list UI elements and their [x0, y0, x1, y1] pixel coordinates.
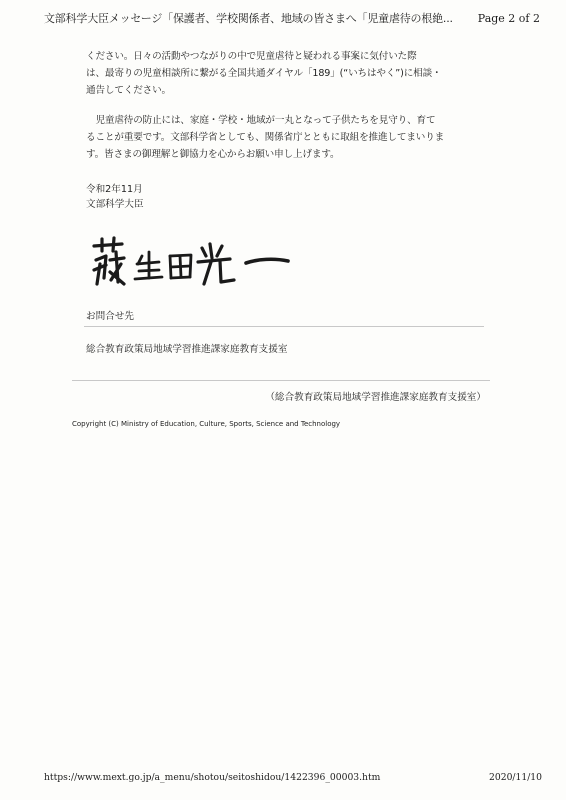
signature-char-1	[94, 238, 124, 284]
message-paragraph-1	[86, 48, 496, 99]
contact-divider	[84, 326, 484, 327]
signature-char-5	[246, 259, 288, 263]
handwritten-signature	[88, 234, 293, 290]
copyright-notice: Copyright (C) Ministry of Education, Culture, Sports, Science and Technology	[72, 420, 341, 428]
message-sender: 文部科学大臣	[86, 199, 144, 210]
page-header-title: 文部科学大臣メッセージ「保護者、学校関係者、地域の皆さまへ「児童虐待の根絶...	[44, 12, 453, 25]
signature-char-4	[198, 244, 234, 284]
message-paragraph-2	[86, 112, 496, 163]
paragraph-line: 児童虐待の防止には、家庭・学校・地域が一丸となって子供たちを見守り、育て	[86, 115, 436, 126]
contact-department-parenthetical: （総合教育政策局地域学習推進課家庭教育支援室）	[265, 392, 486, 403]
message-date: 令和2年11月	[86, 184, 143, 195]
paragraph-line: 通告してください。	[86, 85, 171, 96]
paragraph-line: す。皆さまの御理解と御協力を心からお願い申し上げます。	[86, 149, 340, 160]
paragraph-line: ください。日々の活動やつながりの中で児童虐待と疑われる事案に気付いた際	[86, 51, 417, 62]
page-number: Page 2 of 2	[477, 12, 540, 25]
footer-url: https://www.mext.go.jp/a_menu/shotou/seitoshidou/1422396_00003.htm	[44, 772, 381, 783]
footer-date: 2020/11/10	[489, 772, 542, 783]
contact-label: お問合せ先	[86, 311, 134, 322]
contact-department: 総合教育政策局地域学習推進課家庭教育支援室	[86, 344, 288, 355]
paragraph-line: は、最寄りの児童相談所に繋がる全国共通ダイヤル「189」(“いちはやく”)に相談・	[86, 68, 442, 79]
section-divider	[72, 380, 490, 381]
signature-char-2	[135, 252, 162, 279]
paragraph-line: ることが重要です。文部科学省としても、関係省庁とともに取組を推進してまいりま	[86, 132, 445, 143]
signature-char-3	[170, 255, 191, 278]
signature-strokes	[94, 238, 288, 284]
